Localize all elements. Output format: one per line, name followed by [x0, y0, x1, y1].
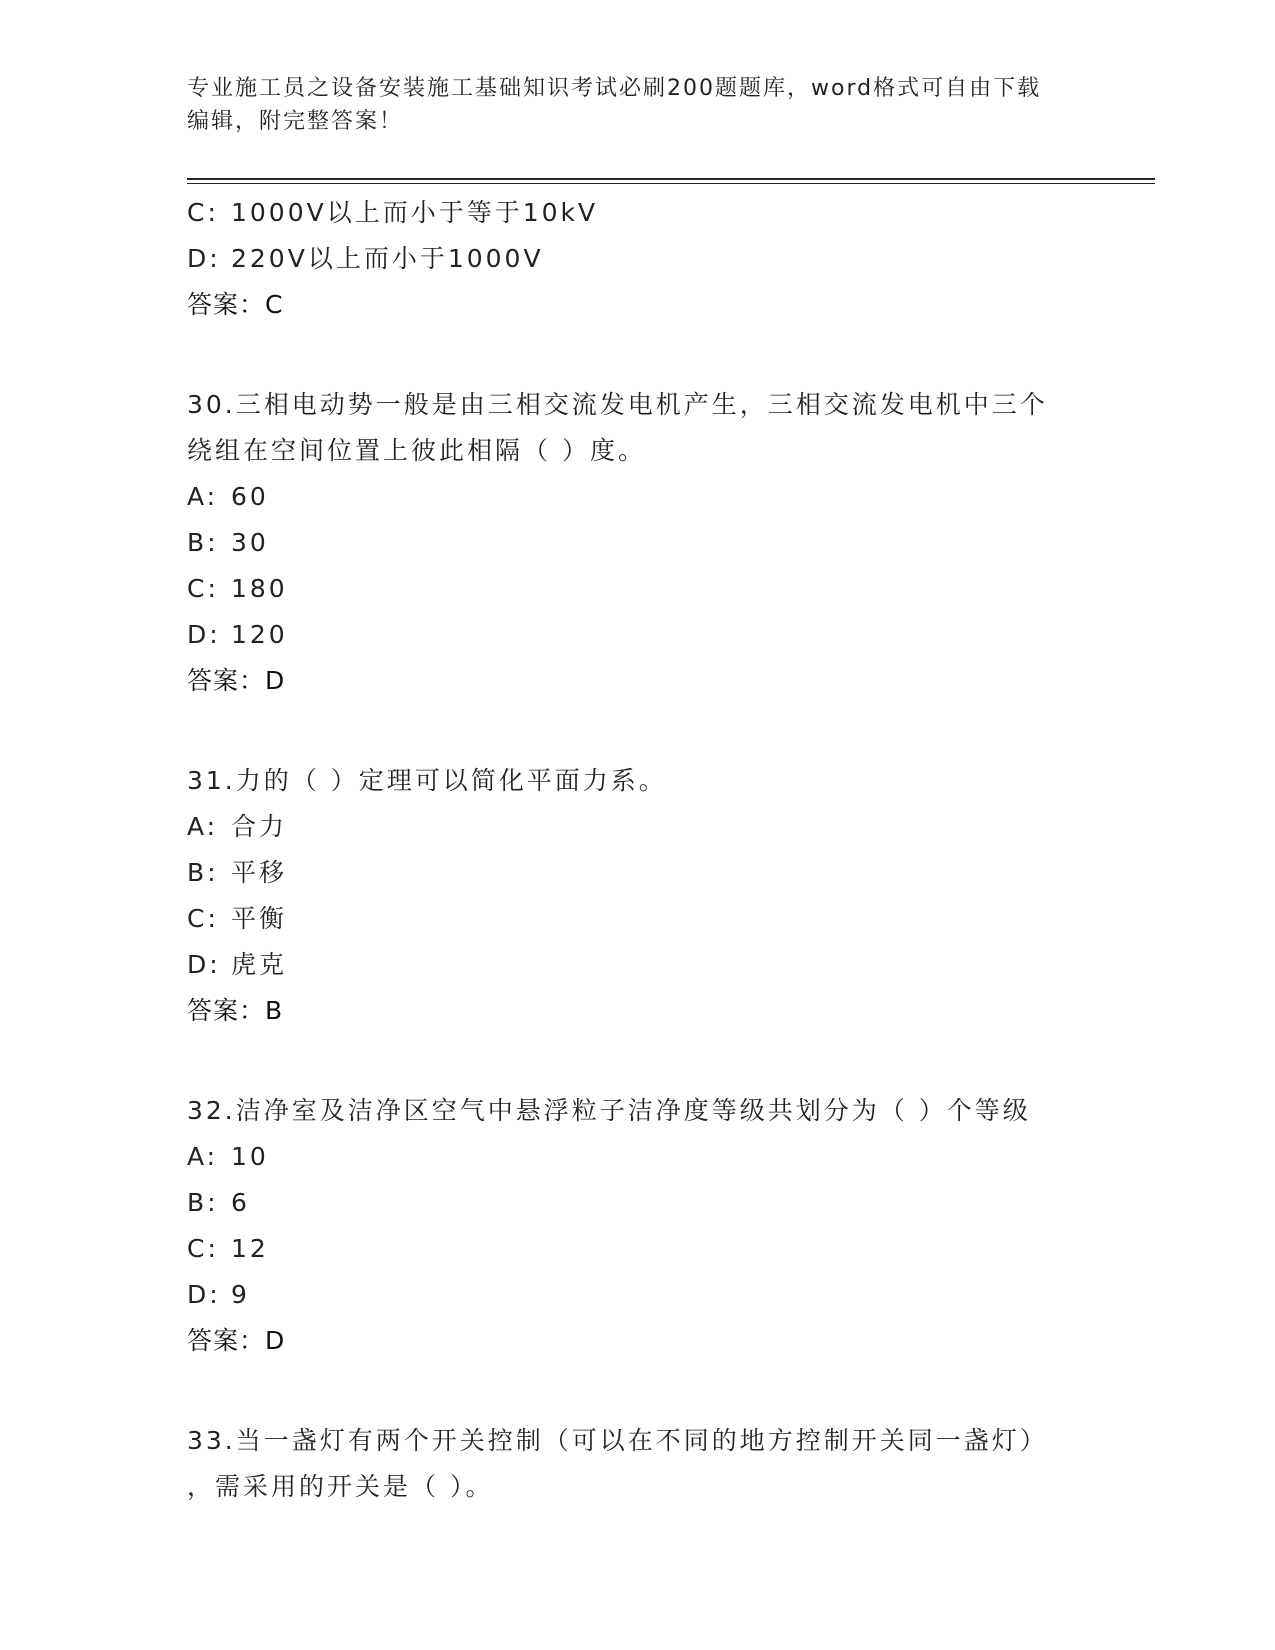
answer-line: 答案：D [187, 1326, 286, 1355]
option-a: A: 60 [187, 482, 269, 511]
answer-line: 答案：B [187, 996, 284, 1025]
option-c: C: 1000V以上而小于等于10kV [187, 198, 599, 227]
question-31 [187, 758, 1087, 1034]
option-c: C: 180 [187, 574, 288, 603]
option-c: C: 平衡 [187, 904, 288, 933]
question-30 [187, 382, 1087, 704]
question-33 [187, 1418, 1087, 1510]
header-line-2: 编辑，附完整答案！ [187, 109, 404, 134]
header-line-1: 专业施工员之设备安装施工基础知识考试必刷200题题库，word格式可自由下载 [187, 76, 1042, 101]
option-b: B: 6 [187, 1188, 250, 1217]
question-stem: 33.当一盏灯有两个开关控制（可以在不同的地方控制开关同一盏灯） ，需采用的开关是（ ）。 [187, 1426, 1048, 1501]
answer-line: 答案：C [187, 290, 284, 319]
option-d: D: 9 [187, 1280, 250, 1309]
option-b: B: 30 [187, 528, 269, 557]
question-29-continued [187, 190, 1087, 328]
option-d: D: 220V以上而小于1000V [187, 244, 544, 273]
option-c: C: 12 [187, 1234, 269, 1263]
option-d: D: 120 [187, 620, 288, 649]
question-stem: 30.三相电动势一般是由三相交流发电机产生，三相交流发电机中三个 绕组在空间位置上彼此相隔（ ）度。 [187, 390, 1048, 465]
option-b: B: 平移 [187, 858, 288, 887]
option-d: D: 虎克 [187, 950, 288, 979]
answer-line: 答案：D [187, 666, 286, 695]
question-stem: 31.力的（ ）定理可以简化平面力系。 [187, 766, 667, 795]
header-divider-thin [187, 183, 1155, 184]
option-a: A: 10 [187, 1142, 269, 1171]
question-32 [187, 1088, 1087, 1364]
header-divider-thick [187, 178, 1155, 180]
option-a: A: 合力 [187, 812, 288, 841]
document-header [187, 72, 1067, 138]
question-stem: 32.洁净室及洁净区空气中悬浮粒子洁净度等级共划分为（ ）个等级 [187, 1096, 1031, 1125]
question-list [187, 190, 1087, 1510]
